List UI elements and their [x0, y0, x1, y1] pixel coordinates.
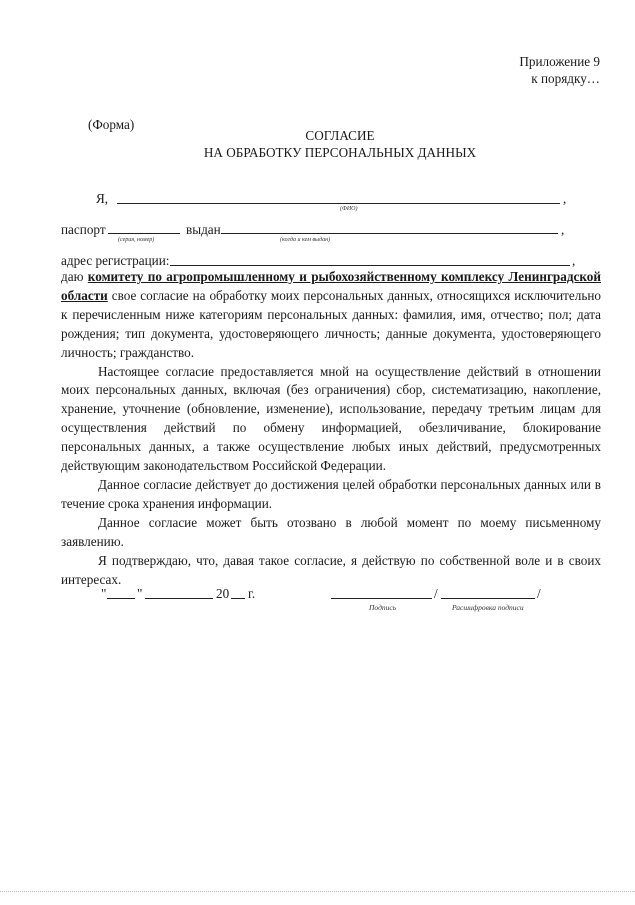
fio-hint: (ФИО): [340, 206, 358, 212]
document-subtitle: НА ОБРАБОТКУ ПЕРСОНАЛЬНЫХ ДАННЫХ: [203, 145, 477, 160]
address-line-comma: ,: [572, 253, 576, 268]
date-year-suffix: г.: [248, 586, 256, 601]
date-year-prefix: 20: [216, 586, 230, 601]
page-bottom-edge: [0, 891, 635, 892]
signature-slash-1: /: [434, 586, 438, 601]
passport-number-line[interactable]: [108, 233, 180, 234]
appendix-number: Приложение 9: [519, 54, 600, 69]
signature-hint: Подпись: [369, 603, 397, 612]
date-quote-close: ": [137, 586, 143, 601]
date-day-line[interactable]: [107, 598, 135, 599]
fio-line[interactable]: [117, 203, 560, 204]
address-line[interactable]: [170, 265, 570, 266]
signature-slash-2: /: [537, 586, 541, 601]
issued-hint: (когда и кем выдан): [280, 237, 331, 243]
signature-decoding-line[interactable]: [441, 598, 535, 599]
address-label: адрес регистрации:: [61, 253, 170, 268]
date-year-line[interactable]: [231, 598, 245, 599]
passport-label: паспорт: [61, 222, 106, 237]
consent-paragraph-5: Я подтверждаю, что, давая такое согласие, я действую по собственной воле и в своих интересах.: [61, 552, 601, 587]
consent-paragraph-4: Данное согласие может быть отозвано в любой момент по моему письменному заявлению.: [61, 514, 601, 549]
ya-label: Я,: [96, 191, 109, 206]
organization-name: комитету по агропромышленному и рыбохозяйственному комплексу Ленинградской области: [61, 269, 602, 303]
passport-line-comma: ,: [561, 222, 565, 237]
consent-body: [61, 268, 601, 589]
appendix-reference: к порядку…: [531, 71, 600, 86]
consent-paragraph-3: Данное согласие действует до достижения целей обработки персональных данных или в течение срока хранения информации.: [61, 476, 601, 511]
passport-issued-line[interactable]: [221, 233, 558, 234]
fio-line-comma: ,: [563, 191, 567, 206]
signature-line[interactable]: [331, 598, 432, 599]
date-month-line[interactable]: [145, 598, 213, 599]
signature-decoding-hint: Расшифровка подписи: [452, 603, 524, 612]
consent-paragraph-1: даю комитету по агропромышленному и рыбохозяйственному комплексу Ленинградской области свое согласие на обработку моих персональных данных, относящихся исключительно к перечисленным ниже категориям персональных данных: фамилия, имя, отчество; пол; дата рождения; тип документа, удостоверяющего личность; данные документа, удостоверяющего личность; гражданство.: [61, 269, 602, 360]
series-number-hint: (серия, номер): [118, 237, 155, 243]
consent-paragraph-2: Настоящее согласие предоставляется мной на осуществление действий в отношении моих персональных данных, включая (без ограничения) сбор, систематизацию, накопление, хранение, уточнение (обновление, изменение), использование, передачу третьим лицам для осуществления действий по обмену информацией, обезличивание, блокирование персональных данных, а также осуществление любых иных действий, предусмотренных действующим законодательством Российской Федерации.: [61, 363, 601, 474]
form-label: (Форма): [88, 117, 135, 132]
issued-label: выдан: [186, 222, 221, 237]
date-quote-open: ": [101, 586, 107, 601]
document-title: СОГЛАСИЕ: [305, 128, 375, 143]
